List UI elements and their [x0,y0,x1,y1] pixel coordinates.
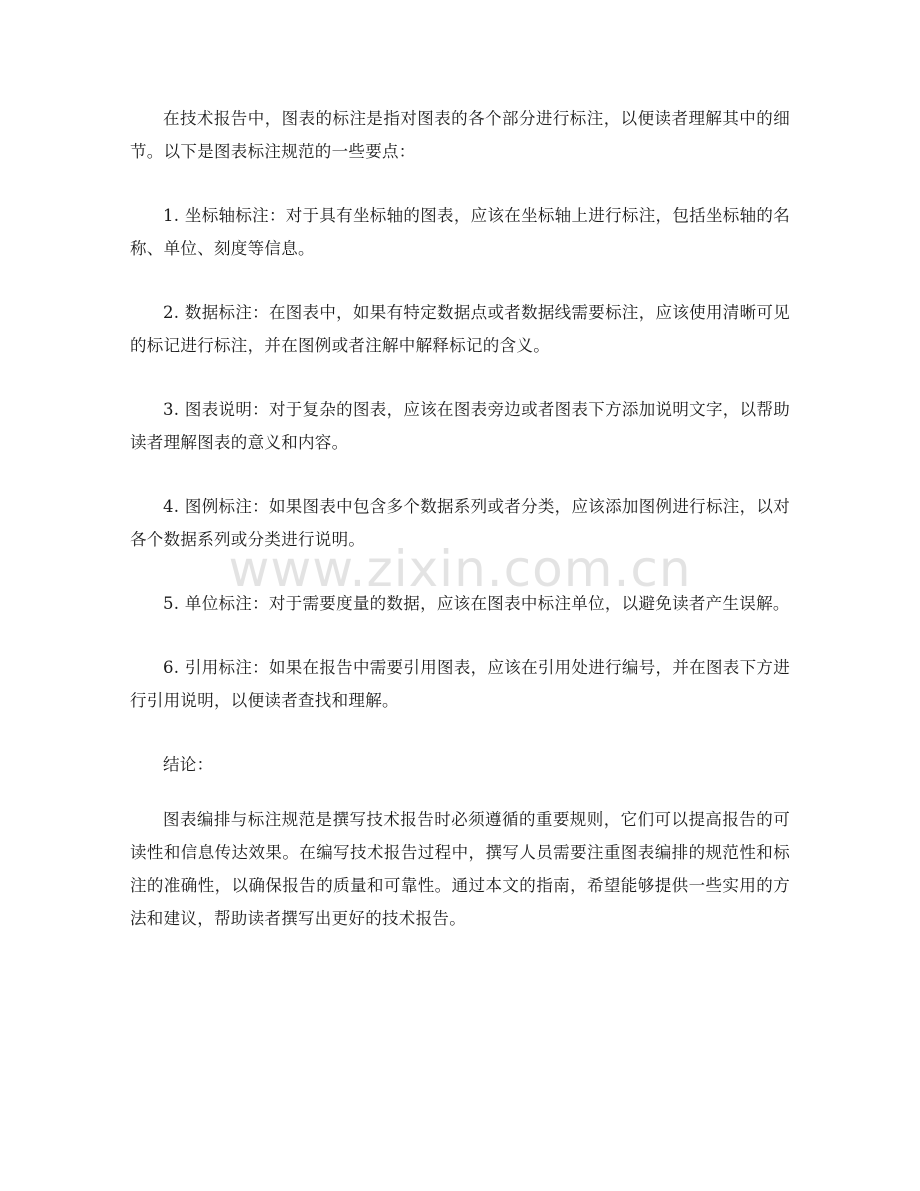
point-axis-labeling: 1. 坐标轴标注：对于具有坐标轴的图表，应该在坐标轴上进行标注，包括坐标轴的名称、单位、刻度等信息。 [130,206,790,258]
point-unit-labeling: 5. 单位标注：对于需要度量的数据，应该在图表中标注单位，以避免读者产生误解。 [163,594,790,613]
watermark: www.zixin.com.cn [228,540,692,598]
conclusion-heading: 结论： [163,755,214,774]
document-body [130,102,790,966]
point-chart-description: 3. 图表说明：对于复杂的图表，应该在图表旁边或者图表下方添加说明文字，以帮助读者理解图表的意义和内容。 [130,400,790,452]
point-citation-labeling: 6. 引用标注：如果在报告中需要引用图表，应该在引用处进行编号，并在图表下方进行引用说明，以便读者查找和理解。 [130,658,790,710]
point-data-labeling: 2. 数据标注：在图表中，如果有特定数据点或者数据线需要标注，应该使用清晰可见的标记进行标注，并在图例或者注解中解释标记的含义。 [130,303,790,355]
conclusion-paragraph: 图表编排与标注规范是撰写技术报告时必须遵循的重要规则，它们可以提高报告的可读性和信息传达效果。在编写技术报告过程中，撰写人员需要注重图表编排的规范性和标注的准确性，以确保报告的质量和可靠性。通过本文的指南，希望能够提供一些实用的方法和建议，帮助读者撰写出更好的技术报告。 [130,810,790,928]
intro-paragraph: 在技术报告中，图表的标注是指对图表的各个部分进行标注，以便读者理解其中的细节。以下是图表标注规范的一些要点： [130,109,790,161]
point-legend-labeling: 4. 图例标注：如果图表中包含多个数据系列或者分类，应该添加图例进行标注，以对各个数据系列或分类进行说明。 [130,497,790,549]
